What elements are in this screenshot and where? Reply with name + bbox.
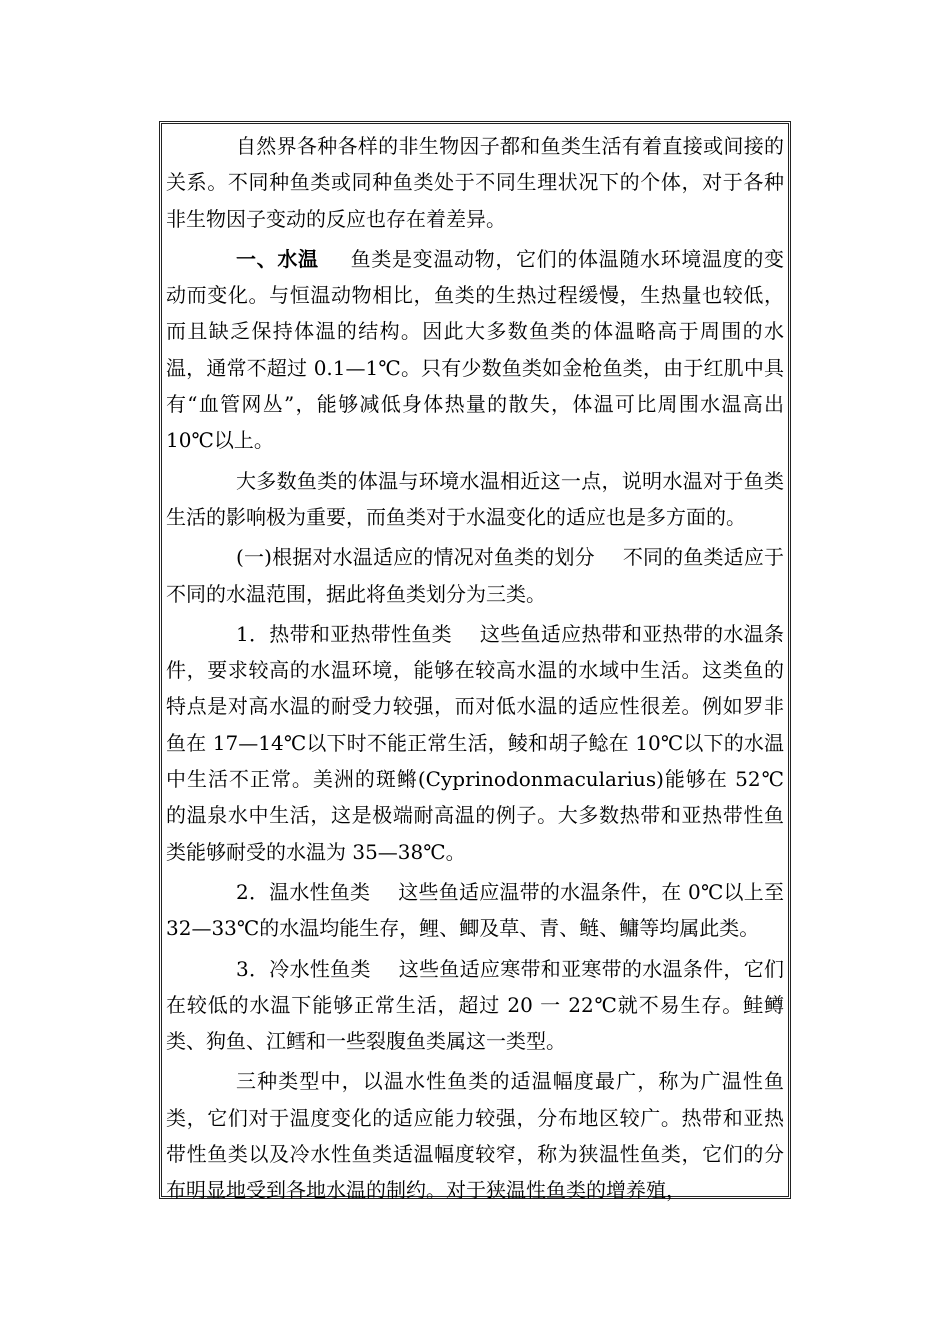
paragraph-cold-water-fish — [166, 951, 784, 1060]
paragraph-importance — [166, 463, 784, 536]
section-heading-water-temperature: 一、水温 — [236, 246, 319, 271]
water-temperature-text: 鱼类是变温动物，它们的体温随水环境温度的变动而变化。与恒温动物相比，鱼类的生热过程缓慢，生热量也较低，而且缺乏保持体温的结构。因此大多数鱼类的体温略高于周围的水温，通常不超过 0.1—1℃。只有少数鱼类如金枪鱼类，由于红肌中具有“血管网丛”，能够减低身体热量的散失，体温可比周围水温高出 10℃以上。 — [166, 246, 785, 453]
document-frame — [159, 121, 791, 1203]
paragraph-classification — [166, 539, 784, 612]
document-body — [166, 128, 784, 1209]
paragraph-tropical-fish — [166, 616, 784, 870]
subsection-heading-classification: (一)根据对水温适应的情况对鱼类的划分 — [236, 545, 595, 570]
item-heading-cold-water-fish: 3．冷水性鱼类 — [236, 956, 371, 981]
paragraph-warm-water-fish — [166, 874, 784, 947]
warm-water-fish-text: 这些鱼适应温带的水温条件，在 0℃以上至 32—33℃的水温均能生存，鲤、鲫及草、青、鲢、鳙等均属此类。 — [166, 879, 784, 941]
paragraph-water-temperature — [166, 241, 784, 459]
classification-text: 不同的鱼类适应于不同的水温范围，据此将鱼类划分为三类。 — [166, 545, 785, 606]
intro-text: 自然界各种各样的非生物因子都和鱼类生活有着直接或间接的关系。不同种鱼类或同种鱼类处于不同生理状况下的个体，对于各种非生物因子变动的反应也存在着差异。 — [166, 134, 784, 231]
tropical-fish-text: 这些鱼适应热带和亚热带的水温条件，要求较高的水温环境，能够在较高水温的水域中生活。这类鱼的特点是对高水温的耐受力较强，而对低水温的适应性很差。例如罗非鱼在 17—14℃以下时不能正常生活，鲮和胡子鲶在 10℃以下的水温中生活不正常。美洲的斑鳉(Cyprinodonmacularius)能够在 52℃的温泉水中生活，这是极端耐高温的例子。大多数热带和亚热带性鱼类能够耐受的水温为 35—38℃。 — [166, 621, 784, 864]
item-heading-tropical-fish: 1．热带和亚热带性鱼类 — [236, 621, 452, 646]
cold-water-fish-text: 这些鱼适应寒带和亚寒带的水温条件，它们在较低的水温下能够正常生活，超过 20 一 22℃就不易生存。鲑鳟类、狗鱼、江鳕和一些裂腹鱼类属这一类型。 — [166, 956, 784, 1054]
summary-text: 三种类型中，以温水性鱼类的适温幅度最广，称为广温性鱼类，它们对于温度变化的适应能力较强，分布地区较广。热带和亚热带性鱼类以及冷水性鱼类适温幅度较窄，称为狭温性鱼类，它们的分布明显地受到各地水温的制约。对于狭温性鱼类的增养殖， — [166, 1069, 784, 1203]
paragraph-summary — [166, 1063, 784, 1208]
item-heading-warm-water-fish: 2．温水性鱼类 — [236, 879, 371, 904]
importance-text: 大多数鱼类的体温与环境水温相近这一点，说明水温对于鱼类生活的影响极为重要，而鱼类对于水温变化的适应也是多方面的。 — [166, 468, 784, 529]
paragraph-intro — [166, 128, 784, 237]
